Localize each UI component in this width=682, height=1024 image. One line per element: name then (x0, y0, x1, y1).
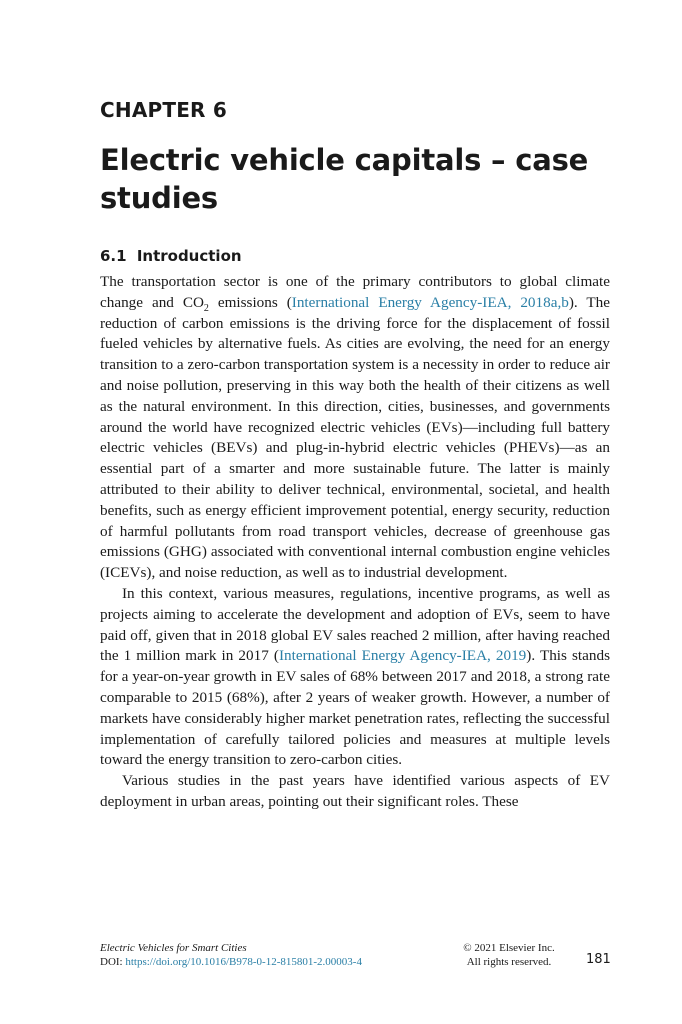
section-heading (100, 246, 610, 266)
paragraph-1 (100, 272, 610, 584)
page-number: 181 (586, 952, 611, 967)
paragraph-text: In this context, various measures, regulations, incentive programs, as well as projects aiming to accelerate the development and adoption of EVs, seem to have paid off, given that in 2018 global EV sales reached 2 million, after having reached the 1 million mark in 2017 ( (100, 584, 610, 665)
citation-link[interactable]: International Energy Agency-IEA, 2018a,b (291, 293, 569, 311)
chapter-title: Electric vehicle capitals – case studies (100, 143, 589, 215)
page-content (100, 96, 610, 813)
paragraph-text: Various studies in the past years have identified various aspects of EV deployment in urban areas, pointing out their significant roles. These (100, 772, 610, 810)
subscript: 2 (203, 302, 209, 314)
paragraph-3 (100, 771, 610, 813)
chapter-label: CHAPTER 6 (100, 98, 227, 122)
rights-text: All rights reserved. (466, 956, 552, 968)
book-title: Electric Vehicles for Smart Cities (100, 942, 247, 954)
citation-link[interactable]: International Energy Agency-IEA, 2019 (278, 647, 527, 665)
footer-left (100, 941, 362, 969)
footer-copyright (454, 941, 564, 969)
section-number: 6.1 (100, 247, 127, 265)
section-title: Introduction (136, 247, 242, 265)
paragraph-text: ). This stands for a year-on-year growth in EV sales of 68% between 2017 and 2018, a strong rate comparable to 2015 (68%), after 2 years of weaker growth. However, a number of markets have considerably higher market penetration rates, reflecting the successful implementation of carefully tailored policies and measures at multiple levels toward the energy transition to zero-carbon cities. (100, 647, 610, 769)
paragraph-2 (100, 584, 610, 771)
copyright-text: © 2021 Elsevier Inc. (463, 942, 555, 954)
paragraph-text: ). The reduction of carbon emissions is the driving force for the displacement of fossil fueled vehicles by alternative fuels. As cities are evolving, the need for an energy transition to a zero-carbon transportation system is a necessity in order to reduce air and noise pollution, preserving in this way both the health of their citizens as well as the natural environment. In this direction, cities, businesses, and governments around the world have recognized electric vehicles (EVs)—including full battery electric vehicles (BEVs) and plug-in-hybrid electric vehicles (PHEVs)—as an essential part of a smarter and more sustainable future. The latter is mainly attributed to their ability to deliver technical, environmental, societal, and health benefits, such as energy efficient improvement potential, energy security, reduction of harmful pollutants from road transport vehicles, decrease of greenhouse gas emissions (GHG) associated with conventional internal combustion engine vehicles (ICEVs), and noise reduction, as well as to industrial development. (100, 293, 610, 582)
paragraph-text: The transportation sector is one of the primary contributors to global climate change and CO (100, 273, 610, 311)
doi-link[interactable]: https://doi.org/10.1016/B978-0-12-815801-2.00003-4 (125, 956, 362, 968)
doi-label: DOI: (100, 956, 126, 968)
paragraph-text: emissions ( (208, 293, 292, 311)
doi-line (100, 955, 362, 969)
